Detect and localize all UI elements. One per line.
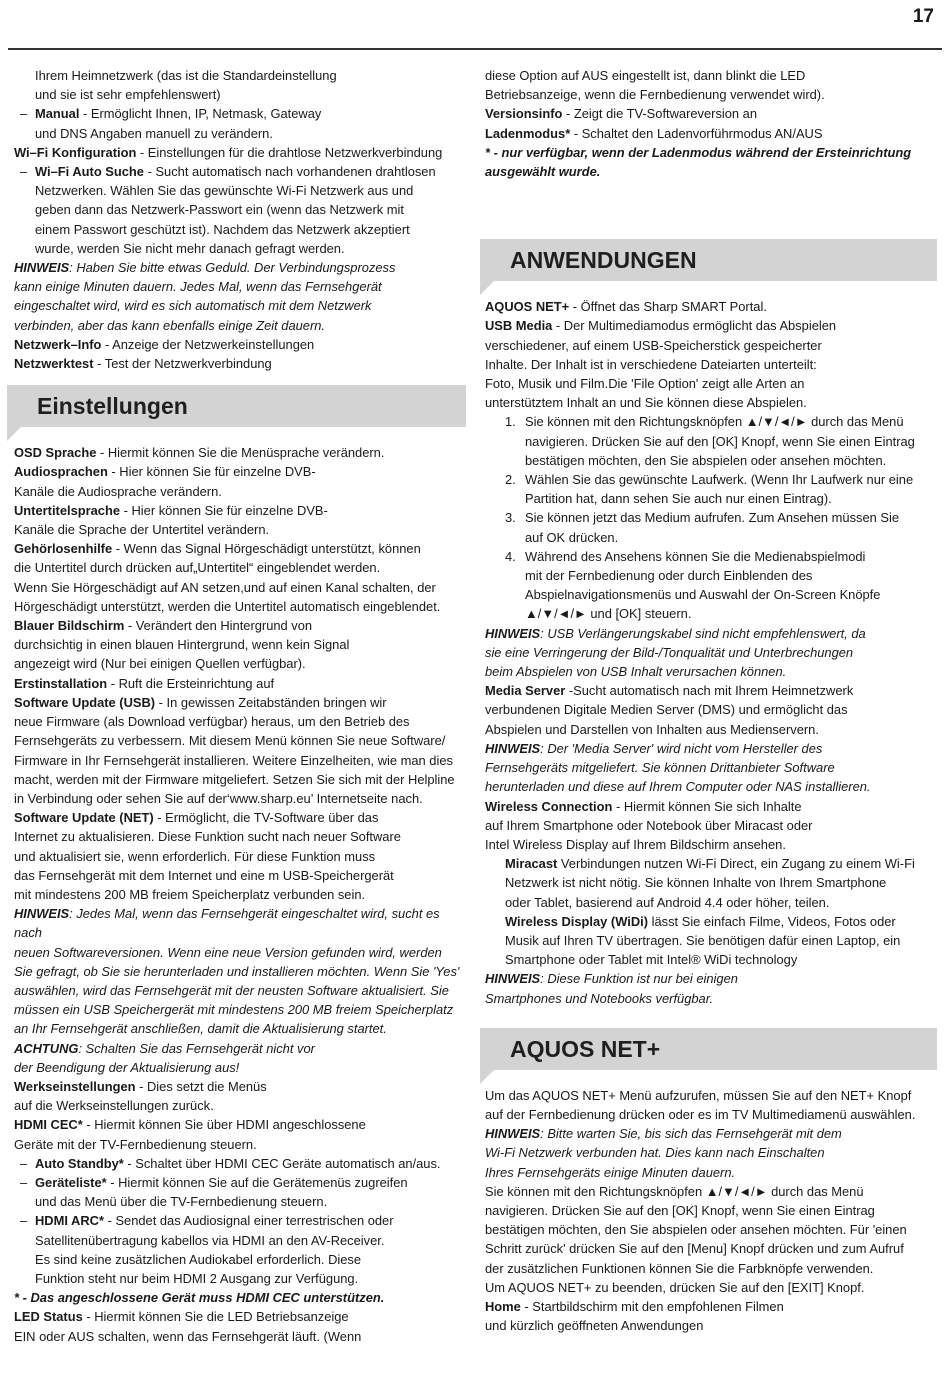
top-divider [8, 48, 942, 50]
text-line: einem Passwort geschützt ist). Nachdem das Netzwerk akzeptiert [35, 221, 410, 237]
text-line: bestätigen möchten, den Sie abspielen oder ansehen möchten. [525, 452, 887, 468]
note-line: Ihres Fernsehgeräts einige Minuten dauern. [485, 1164, 736, 1180]
text-line: Partition hat, dann sehen Sie auch nur einen Eintrag). [525, 491, 832, 507]
text-line: navigieren. Drücken Sie auf den [OK] Knopf, wenn Sie einen Eintrag [525, 433, 915, 449]
note-line: beim Abspielen von USB Inhalt verursachen können. [485, 664, 787, 680]
term: OSD Sprache [14, 445, 97, 461]
text-line: Schritt zurück' drücken Sie auf den [Menu] Knopf drücken und zum Aufruf [485, 1241, 904, 1257]
text-line: und sie ist sehr empfehlenswert) [35, 87, 221, 103]
term: Versionsinfo [485, 106, 563, 122]
warning-line: der Beendigung der Aktualisierung aus! [14, 1059, 240, 1075]
setting-entry: Versionsinfo - Zeigt die TV-Softwareversion an [485, 106, 758, 122]
list-item: – Geräteliste* - Hiermit können Sie auf die Gerätemenüs zugreifen [20, 1174, 408, 1190]
term: Untertitelsprache [14, 502, 121, 518]
setting-entry: Home - Startbildschirm mit den empfohlenen Filmen [485, 1298, 784, 1314]
page-number: 17 [912, 6, 934, 27]
list-item: – Manual - Ermöglicht Ihnen, IP, Netmask, Gateway [20, 106, 322, 122]
note-line: Wi-Fi Netzwerk verbunden hat. Dies kann nach Einschalten [485, 1145, 825, 1161]
text-line: Netzwerk ist nicht nötig. Sie können Inhalte von Ihrem Smartphone [505, 875, 887, 891]
setting-entry: Software Update (USB) - In gewissen Zeitabständen bringen wir [14, 694, 387, 710]
setting-entry: OSD Sprache - Hiermit können Sie die Menüsprache verändern. [14, 445, 385, 461]
text-line: und DNS Angaben manuell zu verändern. [35, 125, 273, 141]
section-heading-einstellungen: Einstellungen [7, 385, 466, 427]
text-line: das Fernsehgerät mit dem Internet und eine m USB-Speichergerät [14, 867, 394, 883]
setting-entry: Media Server -Sucht automatisch nach mit Ihrem Heimnetzwerk [485, 683, 854, 699]
term: LED Status [14, 1309, 83, 1325]
setting-entry: Erstinstallation - Ruft die Ersteinrichtung auf [14, 675, 275, 691]
text-line: der zusätzlichen Funktionen können Sie die Farbknöpfe verwenden. [485, 1260, 874, 1276]
note: HINWEIS: Haben Sie bitte etwas Geduld. Der Verbindungsprozess [14, 260, 396, 276]
setting-entry: Ladenmodus* - Schaltet den Ladenvorführmodus AN/AUS [485, 125, 823, 141]
setting-entry: Blauer Bildschirm - Verändert den Hintergrund von [14, 618, 313, 634]
text-line: neue Firmware (als Download verfügbar) heraus, um den Betrieb des [14, 714, 410, 730]
text-line: bestätigen möchten, den Sie abspielen oder ansehen möchten. Für 'einen [485, 1222, 907, 1238]
text-line: diese Option auf AUS eingestellt ist, dann blinkt die LED [485, 68, 806, 83]
term: Home [485, 1298, 521, 1314]
term: Netzwerktest [14, 356, 94, 372]
text-line: Abspielnavigationsmenüs und Auswahl der On-Screen Knöpfe [525, 587, 881, 603]
numbered-step: 1. Sie können mit den Richtungsknöpfen ▲/▼/◄/► durch das Menü [505, 414, 904, 430]
setting-entry: Untertitelsprache - Hier können Sie für einzelne DVB- [14, 502, 328, 518]
term: Gehörlosenhilfe [14, 541, 113, 557]
text-line: Ihrem Heimnetzwerk (das ist die Standardeinstellung [35, 68, 337, 83]
setting-entry: Wireless Display (WiDi) lässt Sie einfach Filme, Videos, Fotos oder [505, 913, 896, 929]
term: Erstinstallation [14, 675, 108, 691]
term: Wireless Display (WiDi) [505, 913, 649, 929]
text-line: Funktion steht nur beim HDMI 2 Ausgang zur Verfügung. [35, 1270, 359, 1286]
note: HINWEIS: Der 'Media Server' wird nicht vom Hersteller des [485, 740, 823, 756]
text-line: durchsichtig in einen blauen Hintergrund, wenn kein Signal [14, 637, 350, 653]
text-line: Kanäle die Audiosprache verändern. [14, 483, 222, 499]
text-line: ▲/▼/◄/► und [OK] steuern. [525, 606, 692, 622]
setting-entry: Audiosprachen - Hier können Sie für einzelne DVB- [14, 464, 316, 480]
text-line: Firmware in Ihr Fernsehgerät installieren. Weitere Einzelheiten, wie man dies [14, 752, 453, 768]
text-line: Es sind keine zusätzlichen Audiokabel erforderlich. Diese [35, 1251, 362, 1267]
section-heading-anwendungen: ANWENDUNGEN [480, 239, 937, 281]
term: Miracast [505, 856, 558, 872]
term: AQUOS NET+ [485, 299, 570, 315]
term: Software Update (USB) [14, 694, 156, 710]
numbered-step: 4. Während des Ansehens können Sie die Medienabspielmodi [505, 548, 866, 564]
right-column [485, 66, 937, 1335]
setting-entry: Miracast Verbindungen nutzen Wi-Fi Direct, ein Zugang zu einem Wi-Fi [505, 856, 915, 872]
text-line: angezeigt wird (Nur bei einigen Quellen verfügbar). [14, 656, 306, 672]
text-line: Inhalte. Der Inhalt ist in verschiedene Dateiarten unterteilt: [485, 356, 817, 372]
term: Wi–Fi Konfiguration [14, 144, 137, 160]
note-line: sie eine Verringerung der Bild-/Tonqualität und Unterbrechungen [485, 644, 854, 660]
text-line: mit der Fernbedienung oder durch Einblenden des [525, 568, 813, 584]
term: Manual [35, 106, 80, 122]
term: Blauer Bildschirm [14, 618, 125, 634]
note-line: auswählen, wird das Fernsehgerät mit der neusten Software aktualisiert. Sie [14, 982, 449, 998]
term: Software Update (NET) [14, 810, 154, 826]
note: HINWEIS: Diese Funktion ist nur bei einigen [485, 971, 738, 987]
setting-entry: HDMI CEC* - Hiermit können Sie über HDMI angeschlossene [14, 1117, 366, 1133]
text-line: Smartphone oder Tablet mit Intel® WiDi technology [505, 952, 798, 968]
setting-entry: AQUOS NET+ - Öffnet das Sharp SMART Portal. [485, 299, 767, 315]
term: Media Server [485, 683, 566, 699]
list-item: – Auto Standby* - Schaltet über HDMI CEC Geräte automatisch an/aus. [20, 1155, 441, 1171]
setting-entry: Werkseinstellungen - Dies setzt die Menüs [14, 1078, 267, 1094]
text-line: die Untertitel durch drücken auf„Untertitel“ eingeblendet werden. [14, 560, 381, 576]
text-line: auf Ihrem Smartphone oder Notebook über Miracast oder [485, 817, 813, 833]
text-line: macht, werden mit der Firmware mitgeliefert. Setzen Sie sich mit der Helpline [14, 771, 455, 787]
list-item: – Wi–Fi Auto Suche - Sucht automatisch nach vorhandenen drahtlosen [20, 164, 436, 180]
text-line: verschiedener, auf einem USB-Speicherstick gespeicherter [485, 337, 822, 353]
text-line: Um AQUOS NET+ zu beenden, drücken Sie auf den [EXIT] Knopf. [485, 1279, 865, 1295]
text-line: und kürzlich geöffneten Anwendungen [485, 1318, 704, 1334]
text-line: navigieren. Drücken Sie auf den [OK] Knopf, wenn Sie einen Eintrag [485, 1202, 875, 1218]
note: HINWEIS: USB Verlängerungskabel sind nicht empfehlenswert, da [485, 625, 866, 641]
note-line: neuen Softwareversionen. Wenn eine neue Version gefunden wird, werden [14, 944, 442, 960]
text-line: Sie können mit den Richtungsknöpfen ▲/▼/◄/► durch das Menü [485, 1183, 864, 1199]
text-line: Fernsehgeräts zu verbessern. Mit diesem Menü können Sie neue Software/ [14, 733, 446, 749]
text-line: Intel Wireless Display auf Ihrem Bildschirm ansehen. [485, 836, 786, 852]
text-line: Wenn Sie Hörgeschädigt auf AN setzen,und auf einen Kanal schalten, der [14, 579, 436, 595]
note-line: kann einige Minuten dauern. Jedes Mal, wenn das Fernsehgerät [14, 279, 382, 295]
text-line: in Verbindung oder sehen Sie auf der‘www.sharp.eu’ Internetseite nach. [14, 790, 423, 806]
warning: ACHTUNG: Schalten Sie das Fernsehgerät nicht vor [14, 1040, 315, 1056]
text-line: Kanäle die Sprache der Untertitel verändern. [14, 522, 270, 538]
text-line: EIN oder AUS schalten, wenn das Fernsehgerät läuft. (Wenn [14, 1328, 362, 1344]
setting-entry: Software Update (NET) - Ermöglicht, die TV-Software über das [14, 810, 379, 826]
note-line: Sie gefragt, ob Sie sie herunterladen und installieren möchten. Wenn Sie 'Yes' [14, 963, 460, 979]
text-line: oder Tablet, basierend auf Android 4.4 oder höher, teilen. [505, 894, 830, 910]
note-line: Fernsehgeräts mitgeliefert. Sie können Drittanbieter Software [485, 760, 835, 776]
term: Werkseinstellungen [14, 1078, 136, 1094]
text-line: Um das AQUOS NET+ Menü aufzurufen, müssen Sie auf den NET+ Knopf [485, 1087, 912, 1103]
text-line: auf der Fernbedienung drücken oder es im TV Multimediamenü auswählen. [485, 1106, 916, 1122]
note: HINWEIS: Jedes Mal, wenn das Fernsehgerät eingeschaltet wird, sucht es nach [14, 906, 440, 941]
term: HDMI ARC* [35, 1213, 104, 1229]
text-line: Internet zu aktualisieren. Diese Funktion sucht nach neuer Software [14, 829, 401, 845]
term: Netzwerk–Info [14, 336, 102, 352]
term: Wireless Connection [485, 798, 613, 814]
setting-entry: Wi–Fi Konfiguration - Einstellungen für die drahtlose Netzwerkverbindung [14, 144, 443, 160]
text-line: und das Menü über die TV-Fernbedienung steuern. [35, 1194, 328, 1210]
numbered-step: 2. Wählen Sie das gewünschte Laufwerk. (Wenn Ihr Laufwerk nur eine [505, 472, 914, 488]
text-line: und aktualisiert sie, wenn erforderlich. Für diese Funktion muss [14, 848, 376, 864]
text-line: auf OK drücken. [525, 529, 619, 545]
text-line: mit mindestens 200 MB freiem Speicherplatz verbunden sein. [14, 886, 366, 902]
text-line: auf die Werkseinstellungen zurück. [14, 1098, 214, 1114]
note: HINWEIS: Bitte warten Sie, bis sich das Fernsehgerät mit dem [485, 1126, 842, 1142]
footnote: ausgewählt wurde. [485, 164, 601, 180]
term: USB Media [485, 318, 553, 334]
text-line: Satellitenübertragung kabellos via HDMI an den AV-Receiver. [35, 1232, 385, 1248]
text-line: Netzwerken. Wählen Sie das gewünschte Wi-Fi Netzwerk aus und [35, 183, 414, 199]
note-line: eingeschaltet wird, wird es sich automatisch mit dem Netzwerk [14, 298, 372, 314]
text-line: wurde, werden Sie nicht mehr danach gefragt werden. [35, 240, 345, 256]
note-line: müssen ein USB Speichergerät mit mindestens 200 MB freiem Speicherplatz [14, 1002, 454, 1018]
footnote: * - nur verfügbar, wenn der Ladenmodus während der Ersteinrichtung [485, 144, 912, 160]
text-line: Foto, Musik und Film.Die 'File Option' zeigt alle Arten an [485, 376, 805, 392]
term: Wi–Fi Auto Suche [35, 164, 144, 180]
setting-entry: Netzwerktest - Test der Netzwerkverbindung [14, 356, 272, 372]
note-line: verbinden, aber das kann ebenfalls einige Zeit dauern. [14, 317, 326, 333]
setting-entry: LED Status - Hiermit können Sie die LED Betriebsanzeige [14, 1309, 349, 1325]
list-item: – HDMI ARC* - Sendet das Audiosignal einer terrestrischen oder [20, 1213, 394, 1229]
section-heading-aquos-net: AQUOS NET+ [480, 1028, 937, 1070]
term: Ladenmodus* [485, 125, 571, 141]
term: Geräteliste* [35, 1174, 107, 1190]
term: HDMI CEC* [14, 1117, 83, 1133]
setting-entry: USB Media - Der Multimediamodus ermöglicht das Abspielen [485, 318, 837, 334]
text-line: Geräte mit der TV-Fernbedienung steuern. [14, 1136, 257, 1152]
text-line: verbundenen Digitale Medien Server (DMS) und ermöglicht das [485, 702, 848, 718]
text-line: geben dann das Netzwerk-Passwort ein (wenn das Netzwerk mit [35, 202, 404, 218]
setting-entry: Gehörlosenhilfe - Wenn das Signal Hörgeschädigt unterstützt, können [14, 541, 421, 557]
setting-entry: Wireless Connection - Hiermit können Sie sich Inhalte [485, 798, 802, 814]
setting-entry: Netzwerk–Info - Anzeige der Netzwerkeinstellungen [14, 336, 315, 352]
note-line: an Ihr Fernsehgerät anschließen, damit die Aktualisierung startet. [14, 1021, 387, 1037]
numbered-step: 3. Sie können jetzt das Medium aufrufen. Zum Ansehen müssen Sie [505, 510, 900, 526]
text-line: unterstütztem Inhalt an und Sie können diese Abspielen. [485, 395, 807, 411]
term: Audiosprachen [14, 464, 108, 480]
text-line: Hörgeschädigt unterstützt, werden die Untertitel automatisch eingeblendet. [14, 598, 441, 614]
note-line: Smartphones und Notebooks verfügbar. [485, 990, 714, 1006]
text-line: Abspielen und Darstellen von Inhalten aus Medienservern. [485, 721, 819, 737]
term: Auto Standby* [35, 1155, 124, 1171]
text-line: Betriebsanzeige, wenn die Fernbedienung verwendet wird). [485, 87, 825, 103]
left-column [14, 66, 466, 1346]
footnote: * - Das angeschlossene Gerät muss HDMI CEC unterstützen. [14, 1290, 385, 1306]
text-line: Musik auf Ihren TV übertragen. Sie benötigen dafür einen Laptop, ein [505, 932, 901, 948]
note-line: herunterladen und diese auf Ihrem Computer oder NAS installieren. [485, 779, 871, 795]
